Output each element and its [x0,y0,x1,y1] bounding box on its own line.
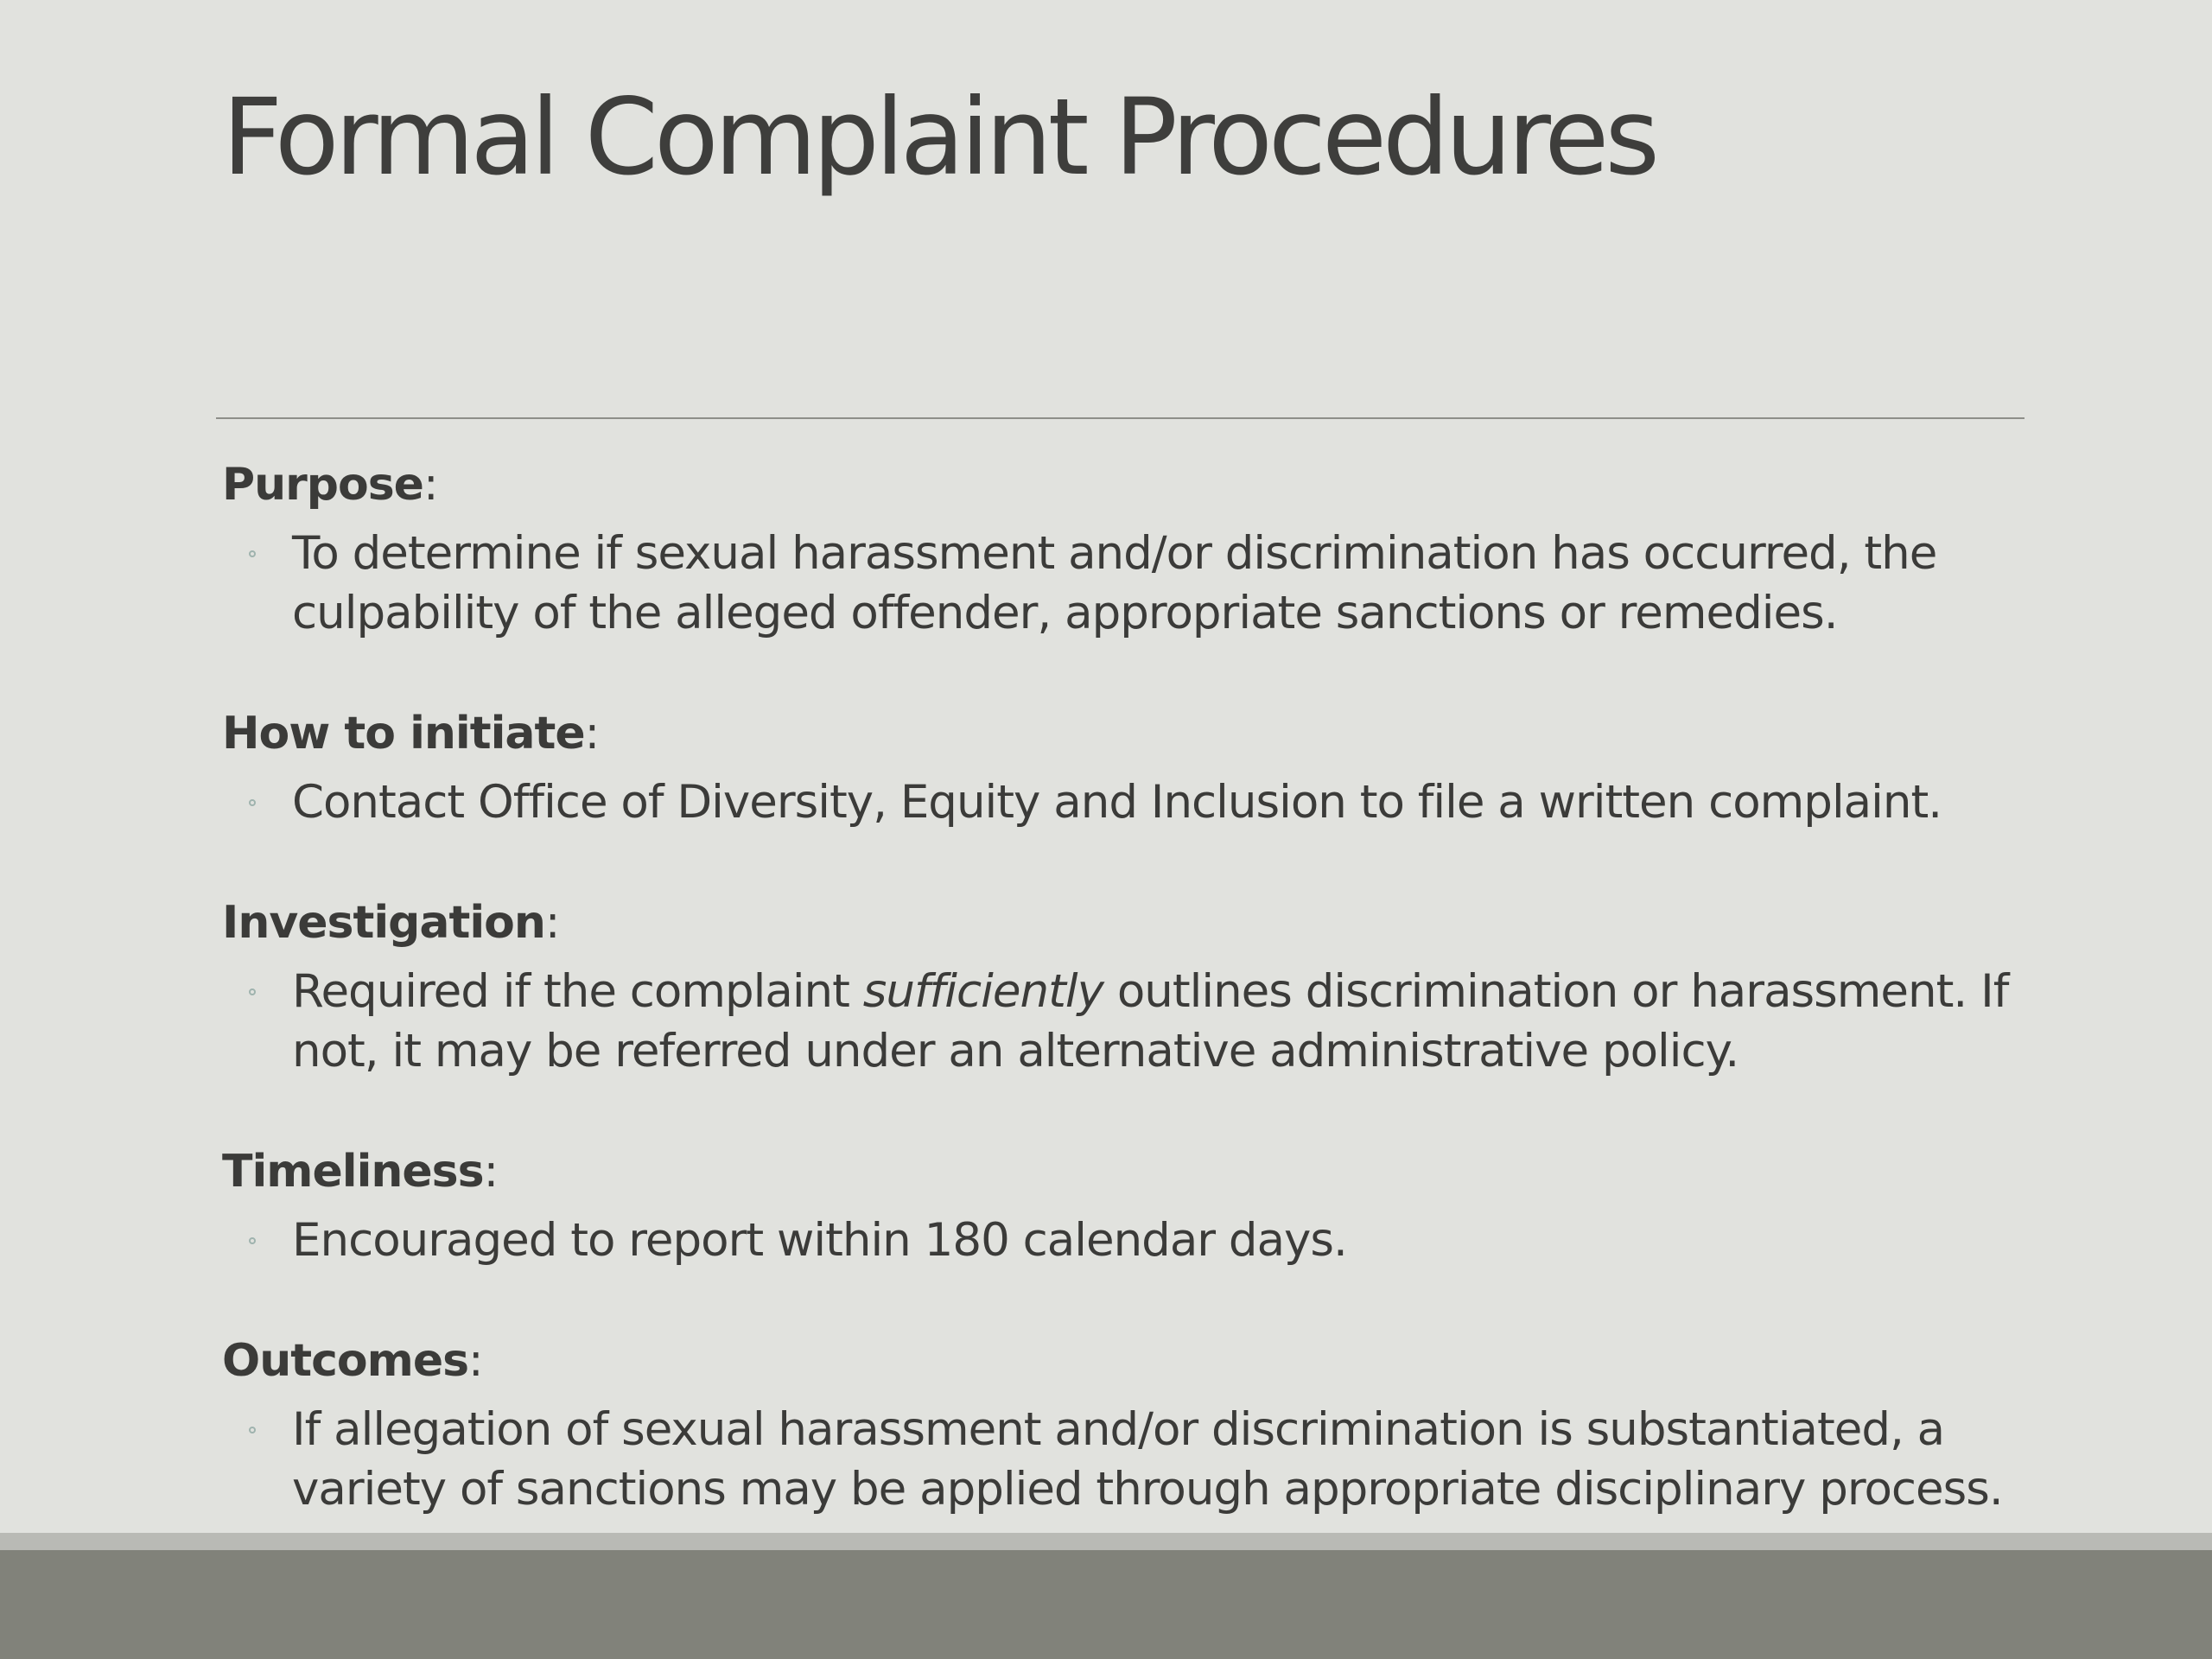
title-divider [216,417,2024,419]
section-spacer [222,1081,2071,1141]
bullet-text-emphasis: sufficiently [862,965,1103,1018]
bullet-text-end: outlines discrimination or harassment. If not, it may be referred under an alternative administrative policy. [292,965,2009,1077]
heading-label: Purpose [222,459,423,511]
section-heading [222,703,2071,764]
heading-colon: : [544,897,560,949]
footer-band-dark [0,1550,2212,1659]
section-spacer [222,832,2071,893]
ring-bullet-icon [249,1427,256,1433]
section-heading [222,454,2071,515]
section-heading [222,1331,2071,1391]
section-investigation [222,893,2071,1081]
heading-colon: : [423,459,438,511]
bullet-text: To determine if sexual harassment and/or discrimination has occurred, the culpability of the alleged offender, appropriate sanctions or remedies. [292,527,1937,639]
bullet-text: Contact Office of Diversity, Equity and Inclusion to file a written complaint. [292,776,1942,829]
bullet-item [222,962,2071,1081]
heading-label: Investigation [222,897,545,949]
ring-bullet-icon [249,799,256,806]
section-how-to-initiate [222,703,2071,832]
section-purpose [222,454,2071,643]
heading-label: Timeliness [222,1146,484,1198]
ring-bullet-icon [249,988,256,995]
bullet-text-start: Required if the complaint [292,965,863,1018]
bullet-item [222,1400,2071,1519]
heading-label: How to initiate [222,708,585,760]
heading-colon: : [584,708,600,760]
bullet-item [222,524,2071,643]
bullet-item [222,772,2071,832]
heading-colon: : [468,1335,483,1387]
section-timeliness [222,1141,2071,1270]
footer-band-light [0,1533,2212,1550]
bullet-item [222,1211,2071,1270]
heading-label: Outcomes [222,1335,469,1387]
slide-content [222,454,2071,1519]
section-heading [222,893,2071,953]
ring-bullet-icon [249,1237,256,1244]
bullet-text: If allegation of sexual harassment and/or discrimination is substantiated, a variety of sanctions may be applied through appropriate disciplinary process. [292,1403,2003,1516]
slide-title: Formal Complaint Procedures [222,76,1656,199]
bullet-text: Encouraged to report within 180 calendar days. [292,1214,1347,1267]
section-spacer [222,1270,2071,1331]
section-spacer [222,643,2071,703]
ring-bullet-icon [249,550,256,557]
heading-colon: : [483,1146,499,1198]
section-heading [222,1141,2071,1202]
section-outcomes [222,1331,2071,1519]
